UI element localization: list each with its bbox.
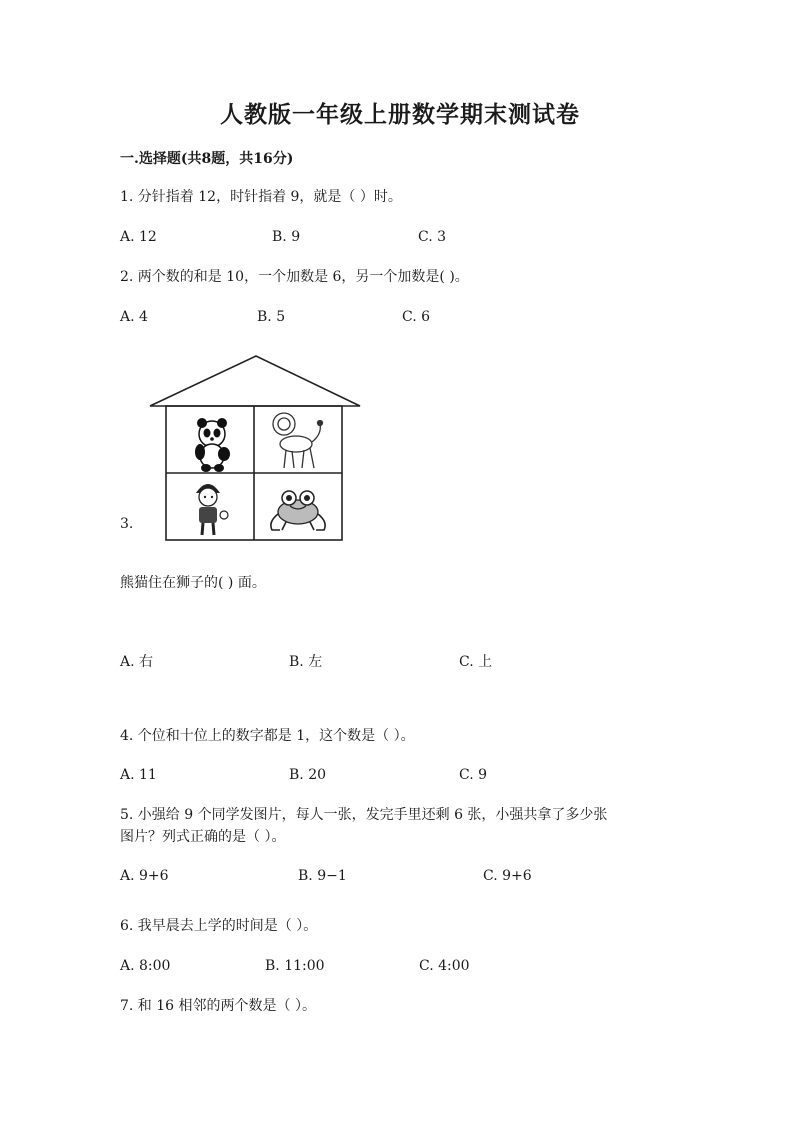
question-1: 1. 分针指着 12，时针指着 9，就是（ ）时。 [120, 189, 402, 205]
question-4: 4. 个位和十位上的数字都是 1，这个数是（ ）。 [120, 728, 415, 744]
q3-option-c[interactable]: C. 上 [459, 654, 493, 670]
question-7: 7. 和 16 相邻的两个数是（ ）。 [120, 998, 316, 1014]
q2-option-b[interactable]: B. 5 [257, 309, 286, 325]
lion-icon [273, 413, 323, 468]
q1-option-c[interactable]: C. 3 [418, 229, 447, 245]
q1-option-a[interactable]: A. 12 [120, 229, 157, 245]
q1-option-b[interactable]: B. 9 [272, 229, 301, 245]
q5-option-c[interactable]: C. 9+6 [483, 868, 532, 884]
page-title: 人教版一年级上册数学期末测试卷 [220, 101, 580, 128]
panda-icon [195, 418, 230, 472]
q4-option-b[interactable]: B. 20 [289, 767, 327, 783]
question-3: 熊猫住在狮子的( ) 面。 [120, 575, 266, 591]
question-5-line-1: 5. 小强给 9 个同学发图片，每人一张，发完手里还剩 6 张，小强共拿了多少张 [120, 807, 608, 823]
frog-icon [271, 491, 325, 530]
house-figure [146, 352, 364, 557]
q4-option-a[interactable]: A. 11 [120, 767, 157, 783]
q6-option-c[interactable]: C. 4:00 [419, 958, 470, 974]
question-2: 2. 两个数的和是 10，一个加数是 6，另一个加数是( )。 [120, 269, 469, 285]
q5-option-b[interactable]: B. 9−1 [298, 868, 347, 884]
q6-option-a[interactable]: A. 8:00 [120, 958, 171, 974]
q2-option-a[interactable]: A. 4 [120, 309, 148, 325]
q3-option-b[interactable]: B. 左 [289, 654, 323, 670]
q3-option-a[interactable]: A. 右 [120, 654, 154, 670]
q5-option-a[interactable]: A. 9+6 [120, 868, 169, 884]
question-3-number: 3. [120, 516, 134, 532]
section-heading: 一.选择题(共8题，共16分) [120, 151, 294, 167]
house-roof [150, 356, 360, 406]
question-5-line-2: 图片？列式正确的是（ ）。 [120, 829, 286, 845]
q2-option-c[interactable]: C. 6 [402, 309, 431, 325]
q6-option-b[interactable]: B. 11:00 [265, 958, 325, 974]
q4-option-c[interactable]: C. 9 [459, 767, 488, 783]
child-icon [196, 484, 228, 535]
question-6: 6. 我早晨去上学的时间是（ ）。 [120, 918, 318, 934]
